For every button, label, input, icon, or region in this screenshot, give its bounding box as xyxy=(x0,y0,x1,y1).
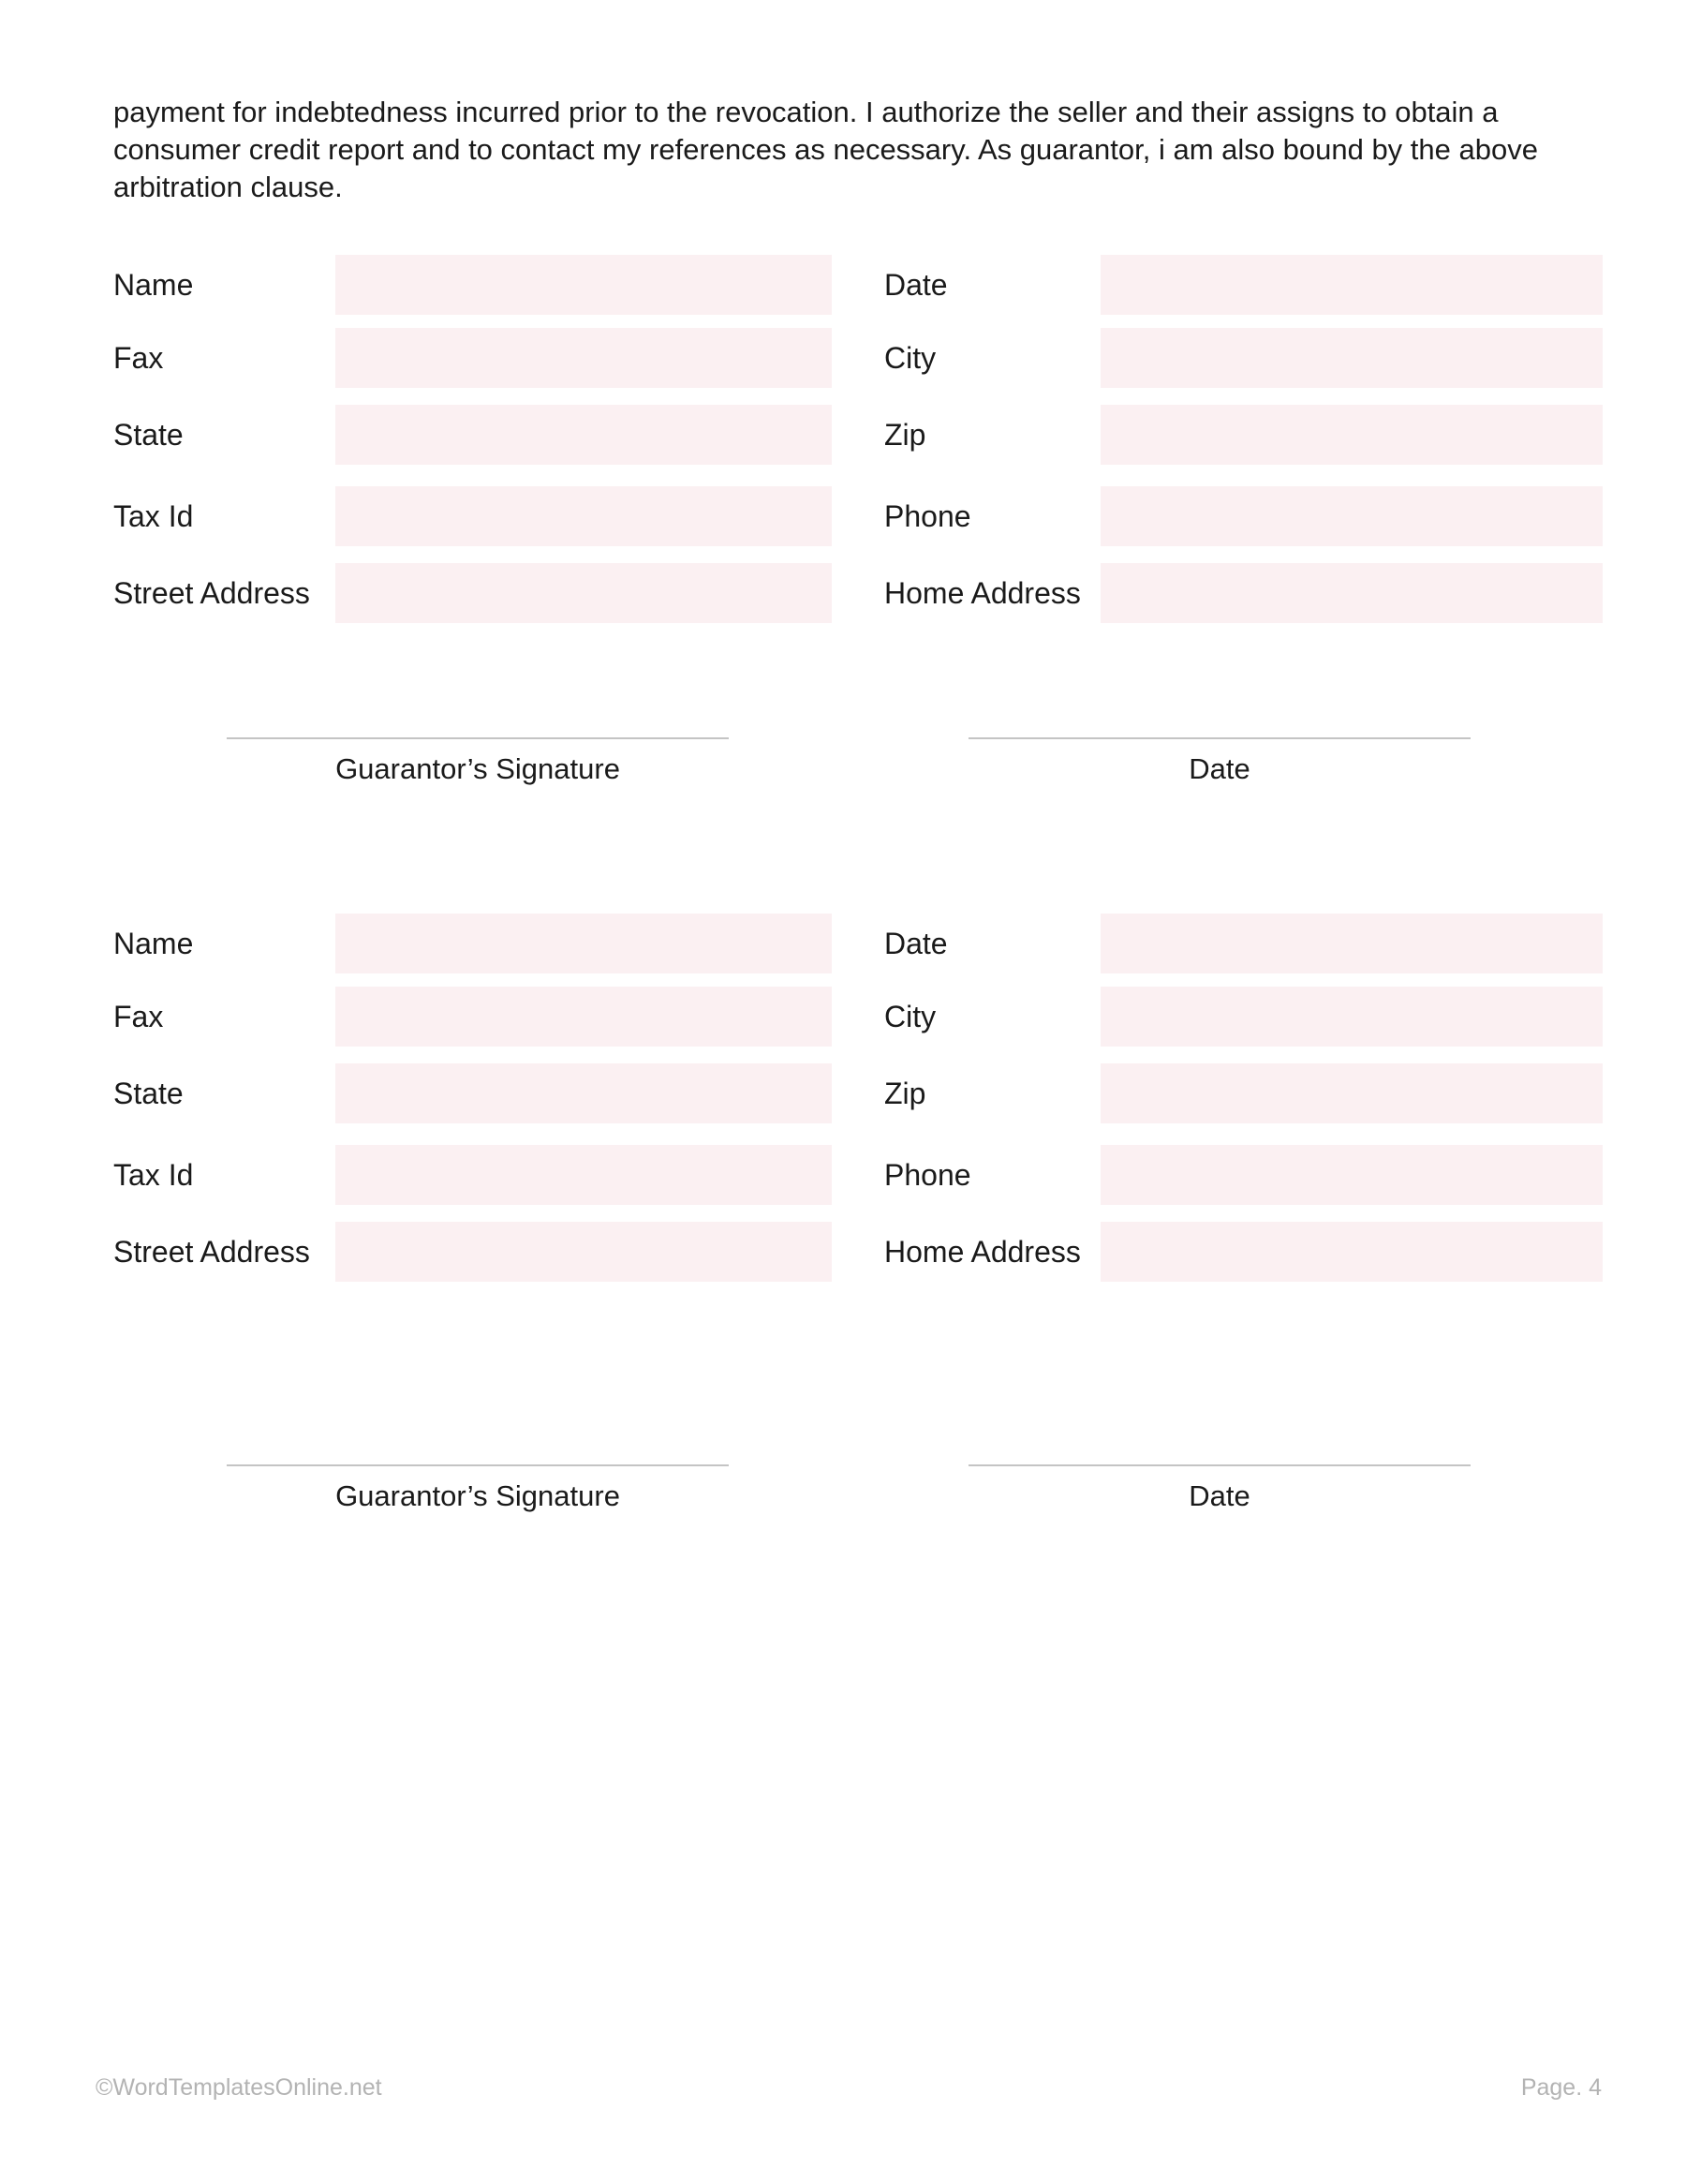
city-field[interactable] xyxy=(1101,987,1603,1047)
form-row xyxy=(113,914,1603,973)
footer-page-number: Page. 4 xyxy=(1520,2074,1602,2101)
form-row xyxy=(113,486,1603,546)
home-address-field[interactable] xyxy=(1101,563,1603,623)
date-field[interactable] xyxy=(1101,914,1603,973)
form-row xyxy=(113,987,1603,1047)
phone-label: Phone xyxy=(884,499,971,533)
street-address-field[interactable] xyxy=(335,563,832,623)
date-field[interactable] xyxy=(1101,255,1603,315)
phone-field[interactable] xyxy=(1101,486,1603,546)
zip-label: Zip xyxy=(884,1077,926,1110)
city-label: City xyxy=(884,1000,937,1033)
zip-label: Zip xyxy=(884,418,926,452)
intro-line: consumer credit report and to contact my references as necessary. As guarantor, i am also bound by the above xyxy=(113,133,1538,166)
fax-field[interactable] xyxy=(335,328,832,388)
state-field[interactable] xyxy=(335,1063,832,1123)
tax-id-label: Tax Id xyxy=(113,1158,194,1192)
zip-field[interactable] xyxy=(1101,405,1603,465)
fax-label: Fax xyxy=(113,1000,164,1033)
name-field[interactable] xyxy=(335,914,832,973)
form-row xyxy=(113,1063,1603,1123)
name-label: Name xyxy=(113,268,194,302)
fax-label: Fax xyxy=(113,341,164,375)
signature-date-label: Date xyxy=(1189,752,1250,785)
signature-date-line[interactable] xyxy=(969,737,1471,739)
tax-id-field[interactable] xyxy=(335,486,832,546)
form-row xyxy=(113,1222,1603,1282)
footer-copyright: ©WordTemplatesOnline.net xyxy=(96,2074,382,2101)
guarantor-signature-label: Guarantor’s Signature xyxy=(335,1479,620,1512)
form-row xyxy=(113,255,1603,315)
home-address-field[interactable] xyxy=(1101,1222,1603,1282)
fax-field[interactable] xyxy=(335,987,832,1047)
street-address-label: Street Address xyxy=(113,576,310,610)
guarantor-signature-label: Guarantor’s Signature xyxy=(335,752,620,785)
intro-line: payment for indebtedness incurred prior to the revocation. I authorize the seller and their assigns to obtain a xyxy=(113,96,1499,128)
street-address-field[interactable] xyxy=(335,1222,832,1282)
signature-line[interactable] xyxy=(227,1464,729,1466)
name-label: Name xyxy=(113,927,194,960)
state-label: State xyxy=(113,1077,184,1110)
signature-date-line[interactable] xyxy=(969,1464,1471,1466)
tax-id-label: Tax Id xyxy=(113,499,194,533)
form-row xyxy=(113,328,1603,388)
intro-line: arbitration clause. xyxy=(113,171,343,203)
city-label: City xyxy=(884,341,937,375)
state-field[interactable] xyxy=(335,405,832,465)
zip-field[interactable] xyxy=(1101,1063,1603,1123)
date-label: Date xyxy=(884,268,948,302)
street-address-label: Street Address xyxy=(113,1235,310,1269)
phone-field[interactable] xyxy=(1101,1145,1603,1205)
signature-line[interactable] xyxy=(227,737,729,739)
home-address-label: Home Address xyxy=(884,576,1081,610)
intro-paragraph xyxy=(113,94,1593,206)
form-row xyxy=(113,563,1603,623)
city-field[interactable] xyxy=(1101,328,1603,388)
phone-label: Phone xyxy=(884,1158,971,1192)
form-row xyxy=(113,405,1603,465)
signature-date-label: Date xyxy=(1189,1479,1250,1512)
state-label: State xyxy=(113,418,184,452)
tax-id-field[interactable] xyxy=(335,1145,832,1205)
date-label: Date xyxy=(884,927,948,960)
home-address-label: Home Address xyxy=(884,1235,1081,1269)
form-row xyxy=(113,1145,1603,1205)
name-field[interactable] xyxy=(335,255,832,315)
